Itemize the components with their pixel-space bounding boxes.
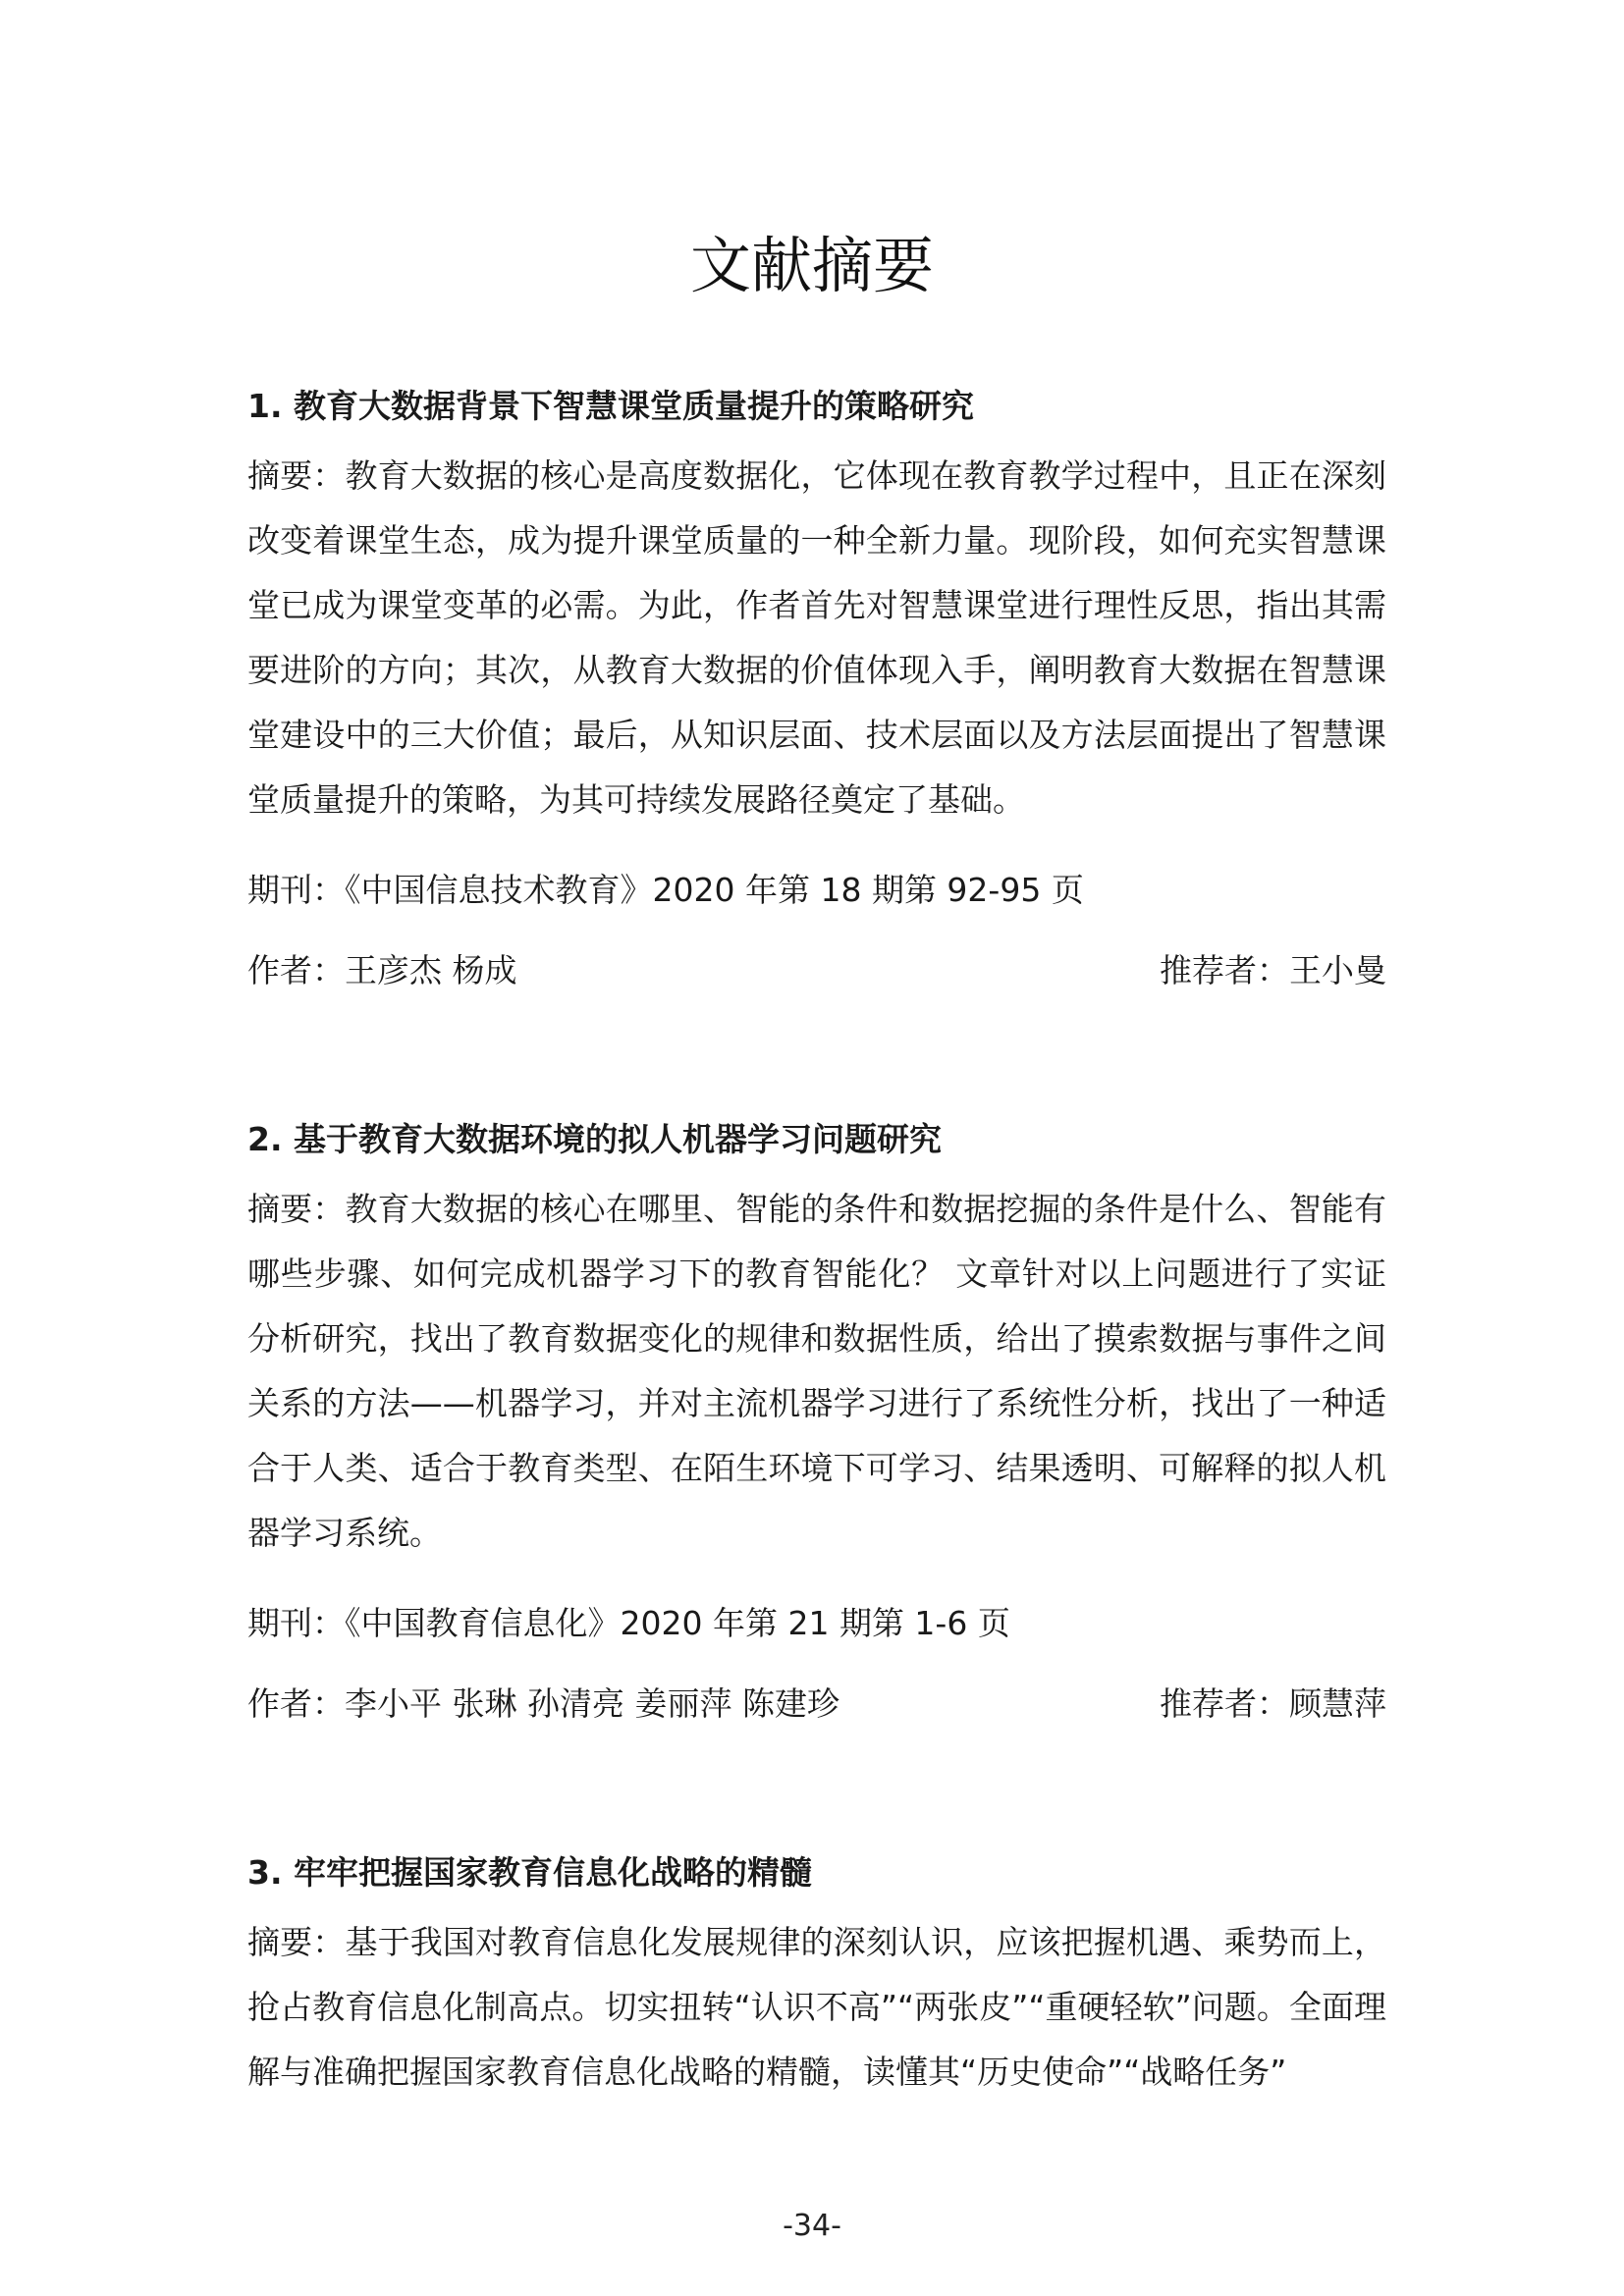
article-3 (247, 1847, 1386, 2105)
article-journal: 期刊：《中国信息技术教育》2020 年第 18 期第 92-95 页 (247, 871, 1084, 909)
article-meta-row (247, 946, 1386, 995)
article-heading: 2. 基于教育大数据环境的拟人机器学习问题研究 (247, 1120, 942, 1158)
page-title: 文献摘要 (689, 230, 934, 301)
article-recommender: 推荐者：王小曼 (1160, 951, 1386, 989)
article-meta-row (247, 1680, 1386, 1729)
article-authors: 作者：李小平 张琳 孙清亮 姜丽萍 陈建珍 (247, 1684, 839, 1723)
article-abstract: 摘要：教育大数据的核心是高度数据化，它体现在教育教学过程中，且正在深刻改变着课堂生态，成为提升课堂质量的一种全新力量。现阶段，如何充实智慧课堂已成为课堂变革的必需。为此，作者首先对智慧课堂进行理性反思，指出其需要进阶的方向；其次，从教育大数据的价值体现入手，阐明教育大数据在智慧课堂建设中的三大价值；最后，从知识层面、技术层面以及方法层面提出了智慧课堂质量提升的策略，为其可持续发展路径奠定了基础。 (247, 456, 1386, 819)
article-journal: 期刊：《中国教育信息化》2020 年第 21 期第 1-6 页 (247, 1604, 1010, 1642)
article-2 (247, 1114, 1386, 1729)
article-1 (247, 381, 1386, 995)
article-abstract: 摘要：基于我国对教育信息化发展规律的深刻认识，应该把握机遇、乘势而上，抢占教育信息化制高点。切实扭转“认识不高”“两张皮”“重硬轻软”问题。全面理解与准确把握国家教育信息化战略的精髓，读懂其“历史使命”“战略任务” (247, 1923, 1386, 2091)
article-authors: 作者：王彦杰 杨成 (247, 951, 517, 989)
article-heading: 3. 牢牢把握国家教育信息化战略的精髓 (247, 1853, 812, 1892)
article-heading: 1. 教育大数据背景下智慧课堂质量提升的策略研究 (247, 387, 974, 425)
article-abstract: 摘要：教育大数据的核心在哪里、智能的条件和数据挖掘的条件是什么、智能有哪些步骤、如何完成机器学习下的教育智能化？ 文章针对以上问题进行了实证分析研究，找出了教育数据变化的规律和数据性质，给出了摸索数据与事件之间关系的方法——机器学习，并对主流机器学习进行了系统性分析，找出了一种适合于人类、适合于教育类型、在陌生环境下可学习、结果透明、可解释的拟人机器学习系统。 (247, 1190, 1386, 1552)
article-recommender: 推荐者：顾慧萍 (1160, 1684, 1386, 1723)
page-number: -34- (783, 2209, 841, 2243)
